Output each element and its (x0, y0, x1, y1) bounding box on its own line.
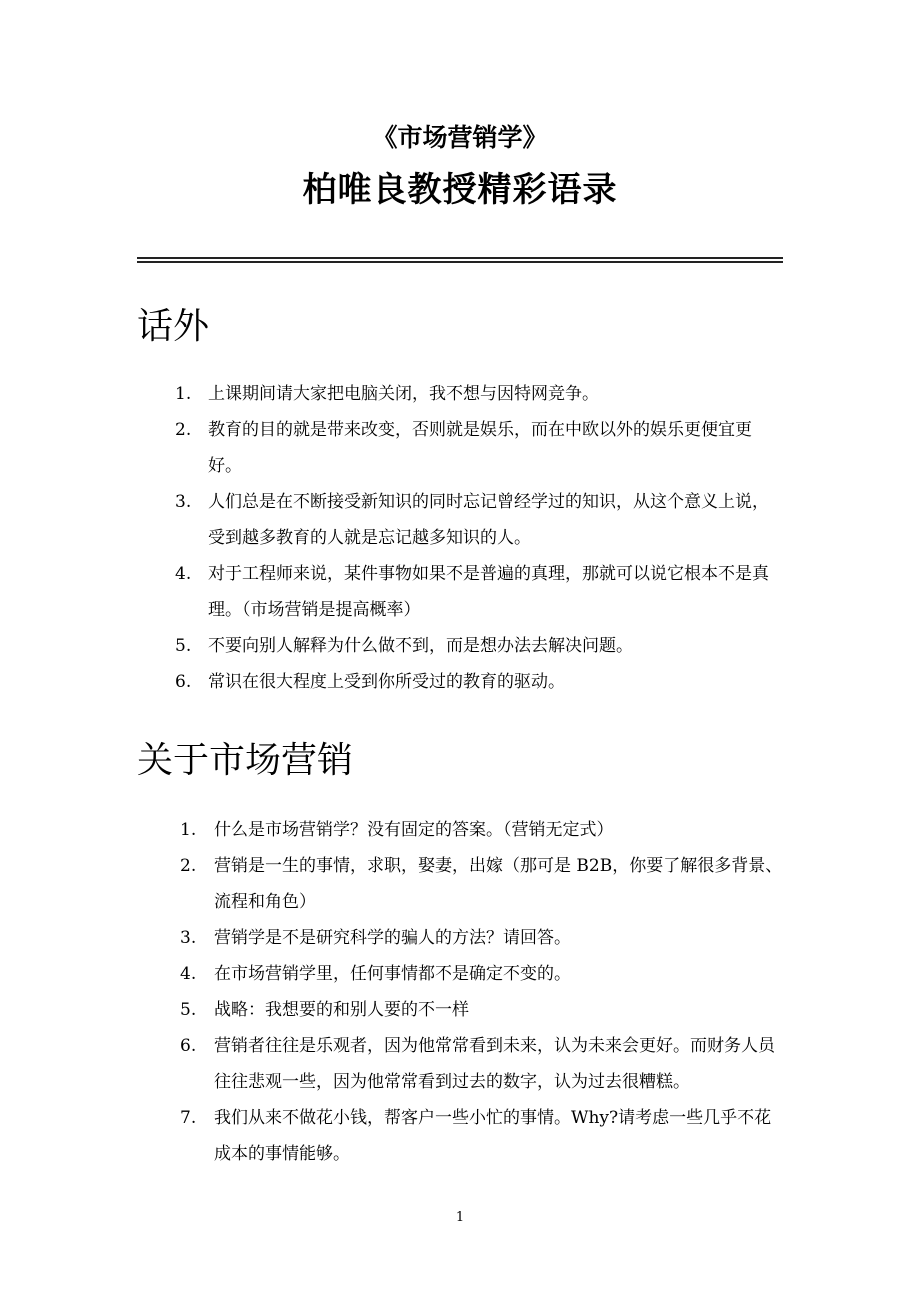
item-number: 7. (180, 1108, 197, 1128)
item-text: 人们总是在不断接受新知识的同时忘记曾经学过的知识，从这个意义上说，受到越多教育的人就是忘记越多知识的人。 (208, 492, 769, 548)
item-number: 3. (175, 492, 192, 512)
list-item (170, 484, 785, 556)
list-item (170, 376, 785, 412)
item-number: 4. (175, 564, 192, 584)
item-text: 常识在很大程度上受到你所受过的教育的驱动。 (208, 672, 565, 692)
marketing-list (170, 812, 785, 1172)
title-divider-top (137, 257, 783, 259)
list-item (170, 1028, 785, 1100)
item-text: 营销学是不是研究科学的骗人的方法？请回答。 (214, 928, 571, 948)
item-number: 4. (180, 964, 197, 984)
list-item (170, 920, 785, 956)
list-item (170, 848, 785, 920)
list-item (170, 628, 785, 664)
item-number: 6. (175, 672, 192, 692)
item-text: 营销者往往是乐观者，因为他常常看到未来，认为未来会更好。而财务人员往往悲观一些，因为他常常看到过去的数字，认为过去很糟糕。 (214, 1036, 775, 1092)
section-heading-marketing: 关于市场营销 (137, 740, 354, 781)
item-text: 战略：我想要的和别人要的不一样 (214, 1000, 469, 1020)
list-item (170, 992, 785, 1028)
item-text: 不要向别人解释为什么做不到，而是想办法去解决问题。 (208, 636, 633, 656)
item-text: 什么是市场营销学？没有固定的答案。（营销无定式） (214, 820, 614, 840)
item-number: 1. (175, 384, 192, 404)
item-number: 2. (175, 420, 192, 440)
list-item (170, 1100, 785, 1172)
document-title: 柏唯良教授精彩语录 (302, 170, 618, 210)
section-heading-asides: 话外 (137, 306, 210, 347)
item-number: 3. (180, 928, 197, 948)
list-item (170, 556, 785, 628)
list-item (170, 956, 785, 992)
item-number: 5. (175, 636, 192, 656)
item-number: 5. (180, 1000, 197, 1020)
document-subtitle: 《市场营销学》 (372, 123, 548, 152)
asides-list (170, 376, 785, 700)
item-text: 我们从来不做花小钱，帮客户一些小忙的事情。Why?请考虑一些几乎不花成本的事情能够。 (214, 1108, 772, 1164)
title-divider-bottom (137, 261, 783, 263)
list-item (170, 812, 785, 848)
page-number: 1 (455, 1210, 465, 1225)
item-text: 教育的目的就是带来改变，否则就是娱乐，而在中欧以外的娱乐更便宜更好。 (208, 420, 752, 476)
item-text: 对于工程师来说，某件事物如果不是普遍的真理，那就可以说它根本不是真理。（市场营销是提高概率） (208, 564, 769, 620)
item-text: 营销是一生的事情，求职，娶妻，出嫁（那可是 B2B，你要了解很多背景、流程和角色） (214, 856, 783, 912)
item-text: 在市场营销学里，任何事情都不是确定不变的。 (214, 964, 571, 984)
list-item (170, 412, 785, 484)
item-number: 1. (180, 820, 197, 840)
list-item (170, 664, 785, 700)
item-number: 2. (180, 856, 197, 876)
item-number: 6. (180, 1036, 197, 1056)
item-text: 上课期间请大家把电脑关闭，我不想与因特网竞争。 (208, 384, 599, 404)
